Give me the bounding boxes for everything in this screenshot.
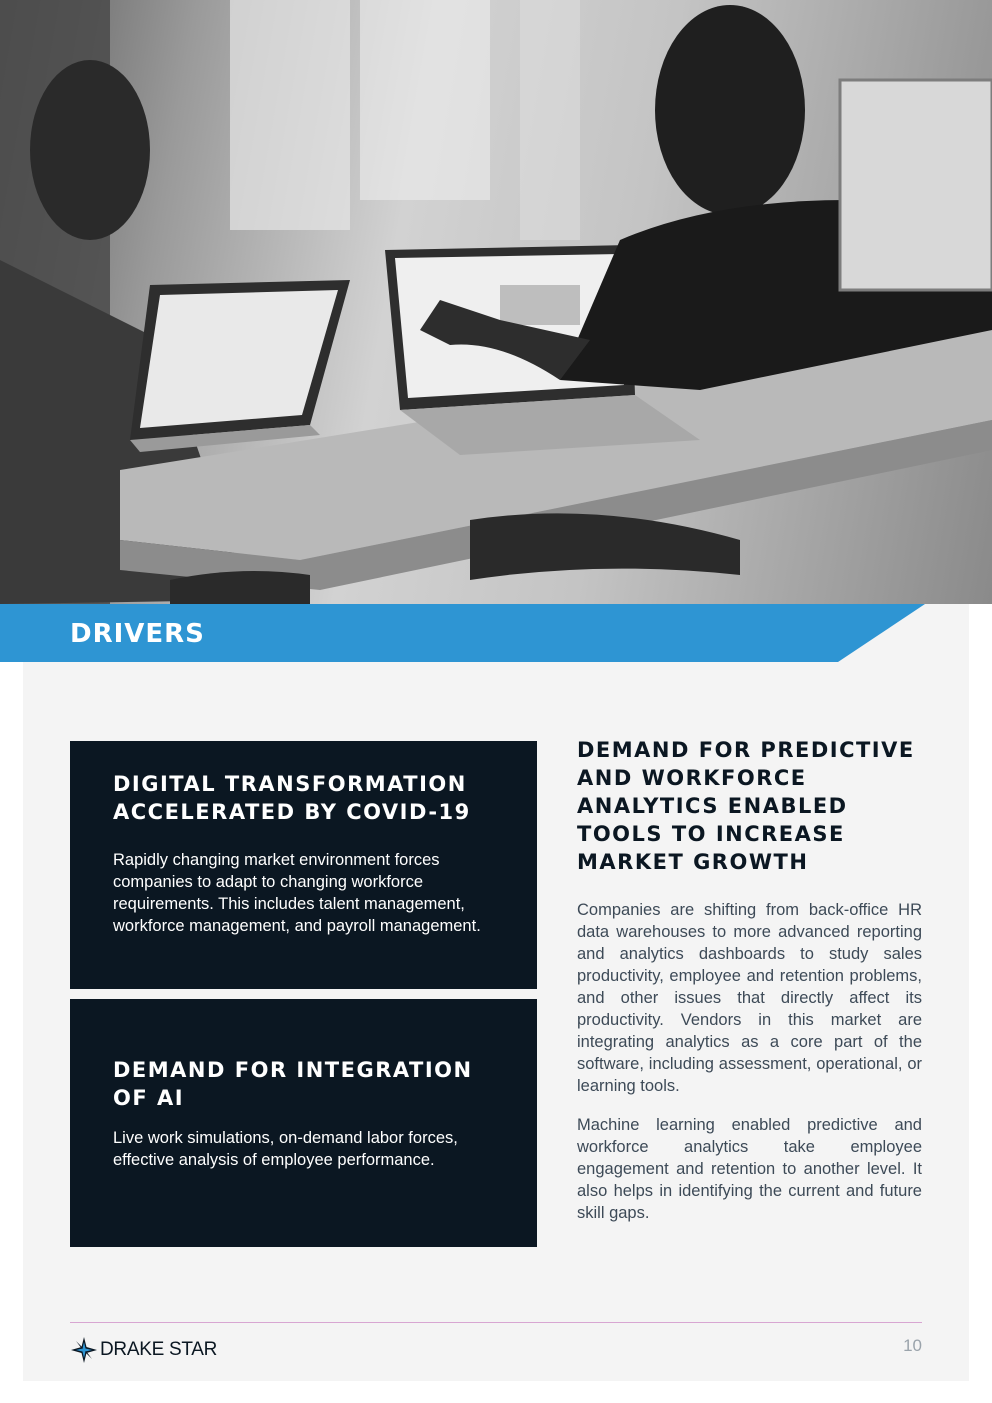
card-title: DEMAND FOR INTEGRATION OF AI [113,1058,473,1110]
driver-card-digital-transformation [70,741,537,989]
driver-card-ai-integration [70,999,537,1247]
drake-star-logo [70,1335,217,1365]
card-body: Rapidly changing market environment forces companies to adapt to changing workforce requirements. This includes talent management, workforce management, and payroll management. [113,851,481,935]
right-column-title: DEMAND FOR PREDICTIVE AND WORKFORCE ANALYTICS ENABLED TOOLS TO INCREASE MARKET GROWTH [577,738,915,874]
office-photo-icon [0,0,992,604]
right-column-paragraph: Companies are shifting from back-office HR data warehouses to more advanced reporting and analytics dashboards to study sales productivity, employee and retention problems, and other issues that directly affect its productivity. Vendors in this market are integrating analytics as a core part of the software, including assessment, operational, or learning tools. [577,901,922,1095]
hero-photo [0,0,992,604]
section-title: DRIVERS [70,619,205,649]
card-title: DIGITAL TRANSFORMATION ACCELERATED BY COVID-19 [113,772,471,824]
star-logo-icon [70,1336,98,1364]
footer-divider [70,1322,922,1323]
page-number: 10 [903,1336,922,1355]
right-column-paragraph: Machine learning enabled predictive and workforce analytics take employee engagement and retention to another level. It also helps in identifying the current and future skill gaps. [577,1116,922,1222]
logo-text: DRAKE STAR [100,1339,218,1360]
card-body: Live work simulations, on-demand labor forces, effective analysis of employee performance. [113,1129,458,1169]
